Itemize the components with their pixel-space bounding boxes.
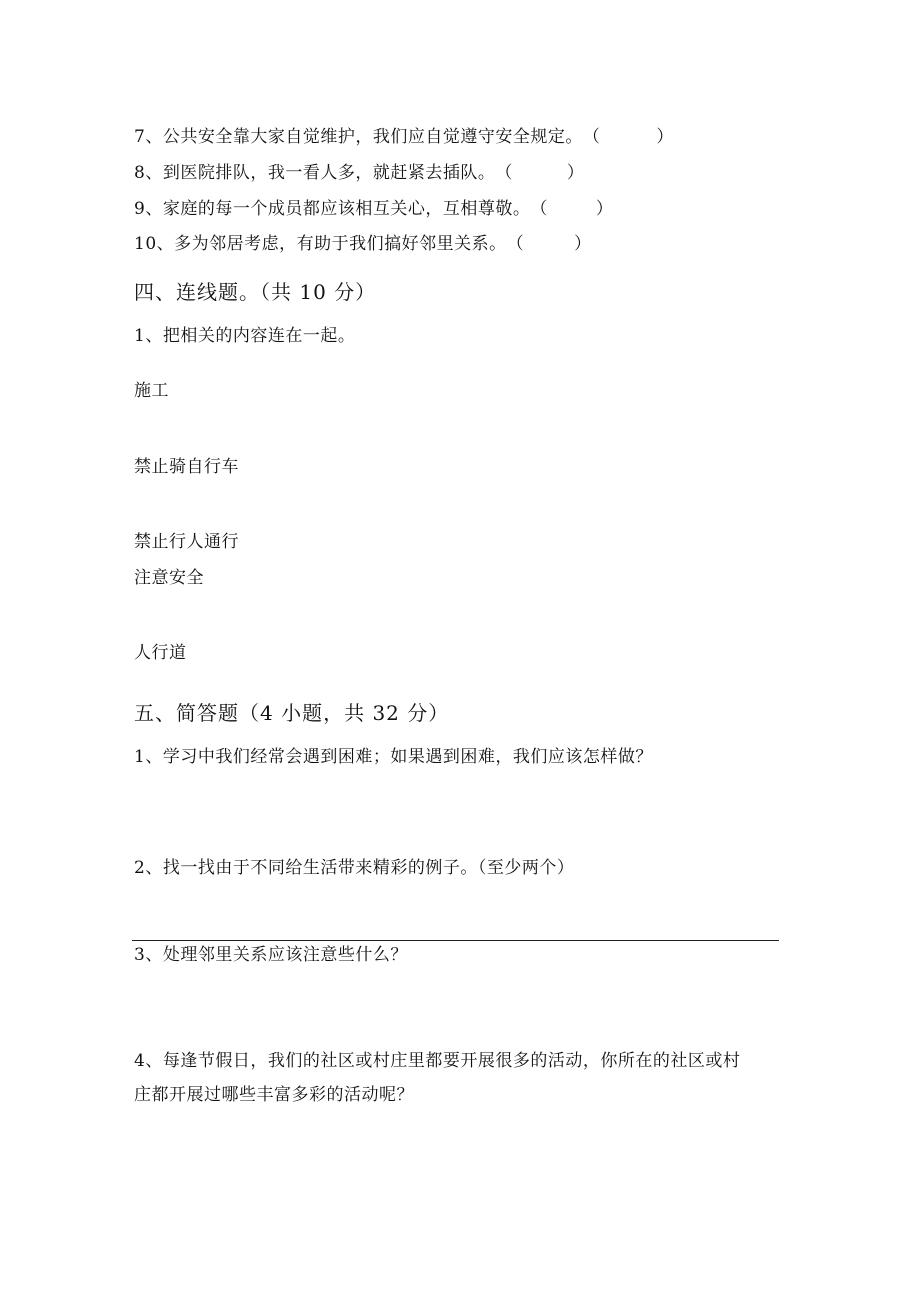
match-item-no-pedestrians[interactable]: 禁止行人通行 <box>134 532 239 552</box>
judgement-text: 8、到医院排队，我一看人多，就赶紧去插队。 <box>134 163 496 183</box>
short-answer-question-1: 1、学习中我们经常会遇到困难；如果遇到困难，我们应该怎样做？ <box>134 747 653 767</box>
short-answer-question-4-continued: 庄都开展过哪些丰富多彩的活动呢？ <box>134 1085 414 1105</box>
judgement-text: 9、家庭的每一个成员都应该相互关心，互相尊敬。 <box>134 199 531 219</box>
judgement-text: 7、公共安全靠大家自觉维护，我们应自觉遵守安全规定。 <box>134 127 583 147</box>
judgement-item-9 <box>134 197 613 221</box>
section5-title: 五、简答题（4 小题，共 32 分） <box>134 701 450 725</box>
judgement-item-7 <box>134 125 674 149</box>
match-item-caution[interactable]: 注意安全 <box>134 568 204 588</box>
judgement-text: 10、多为邻居考虑，有助于我们搞好邻里关系。 <box>134 234 507 254</box>
match-item-sidewalk[interactable]: 人行道 <box>134 643 187 663</box>
short-answer-question-4: 4、每逢节假日，我们的社区或村庄里都要开展很多的活动，你所在的社区或村 <box>134 1051 741 1071</box>
judgement-item-8 <box>134 161 584 185</box>
match-item-construction[interactable]: 施工 <box>134 381 169 401</box>
answer-paren[interactable]: （ ） <box>530 199 614 219</box>
section4-title: 四、连线题。（共 10 分） <box>134 280 377 304</box>
short-answer-question-3: 3、处理邻里关系应该注意些什么？ <box>134 945 408 965</box>
answer-line <box>132 940 779 941</box>
answer-paren[interactable]: （ ） <box>495 163 585 183</box>
section4-question: 1、把相关的内容连在一起。 <box>134 326 356 346</box>
answer-paren[interactable]: （ ） <box>506 234 592 254</box>
short-answer-question-2: 2、找一找由于不同给生活带来精彩的例子。（至少两个） <box>134 858 575 878</box>
match-item-no-bicycles[interactable]: 禁止骑自行车 <box>134 457 239 477</box>
judgement-item-10 <box>134 232 592 256</box>
answer-paren[interactable]: （ ） <box>582 127 674 147</box>
